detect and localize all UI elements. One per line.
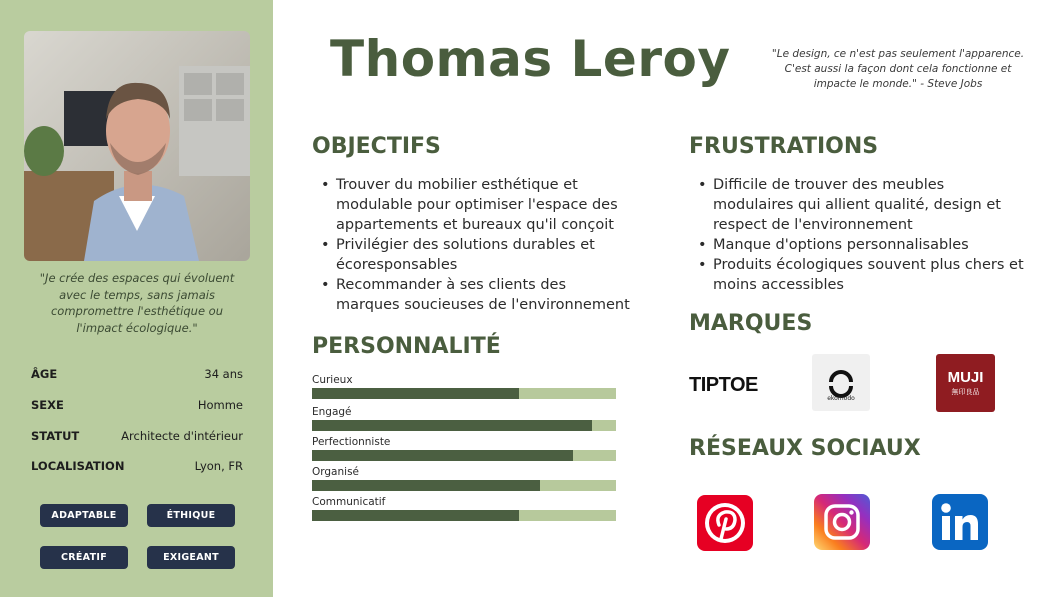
info-label: LOCALISATION	[31, 459, 125, 473]
info-value: Lyon, FR	[194, 459, 243, 473]
trait-label: Communicatif	[312, 496, 386, 508]
linkedin-icon[interactable]	[932, 494, 988, 550]
brand-subtitle: 無印良品	[951, 388, 980, 396]
info-row-age	[31, 367, 243, 385]
info-row-status	[31, 429, 243, 447]
trait-bar-fill	[312, 510, 519, 521]
info-label: ÂGE	[31, 367, 58, 381]
list-item: • Recommander à ses clients des marques soucieuses de l'environnement	[314, 275, 632, 315]
reseaux-title: RÉSEAUX SOCIAUX	[689, 436, 921, 461]
tiptoe-logo	[689, 374, 758, 397]
list-item: • Difficile de trouver des meubles modulaires qui allient qualité, design et respect de l'environnement	[691, 175, 1026, 235]
list-item: • Trouver du mobilier esthétique et modulable pour optimiser l'espace des appartements et bureaux qu'il conçoit	[314, 175, 632, 235]
list-item: • Manque d'options personnalisables	[691, 235, 1026, 255]
personnalite-title: PERSONNALITÉ	[312, 334, 501, 359]
trait-row	[312, 436, 617, 466]
trait-bar-fill	[312, 480, 540, 491]
persona-sidebar	[0, 0, 273, 597]
brand-name: TIPTOE	[689, 374, 758, 396]
muji-logo	[936, 354, 995, 412]
trait-row	[312, 496, 617, 526]
header-quote: "Le design, ce n'est pas seulement l'apparence. C'est aussi la façon dont cela fonctionne et impacte le monde." - Steve Jobs	[771, 48, 1025, 90]
instagram-icon[interactable]	[814, 494, 870, 550]
trait-row	[312, 374, 617, 404]
personal-quote: "Je crée des espaces qui évoluent avec le temps, sans jamais compromettre l'esthétique ou l'impact écologique."	[39, 271, 235, 335]
trait-label: Organisé	[312, 466, 359, 478]
brand-name: ekomodo	[827, 395, 855, 402]
brand-name: MUJI	[947, 369, 984, 386]
pinterest-icon[interactable]	[697, 495, 753, 551]
trait-row	[312, 406, 617, 436]
list-item: • Privilégier des solutions durables et écoresponsables	[314, 235, 632, 275]
trait-row	[312, 466, 617, 496]
trait-label: Engagé	[312, 406, 352, 418]
ekomodo-icon	[812, 360, 870, 400]
tag-adaptable: ADAPTABLE	[40, 504, 128, 527]
frustrations-title: FRUSTRATIONS	[689, 134, 879, 159]
trait-bar-fill	[312, 450, 573, 461]
objectifs-list	[314, 175, 632, 315]
trait-bar-fill	[312, 388, 519, 399]
trait-bar-track	[312, 420, 616, 431]
info-value: Homme	[197, 398, 243, 412]
persona-name: Thomas Leroy	[330, 30, 731, 88]
trait-bar-track	[312, 480, 616, 491]
tag-exigeant: EXIGEANT	[147, 546, 235, 569]
info-value: 34 ans	[204, 367, 243, 381]
profile-photo	[24, 31, 250, 261]
tag-creatif: CRÉATIF	[40, 546, 128, 569]
trait-bar-fill	[312, 420, 592, 431]
marques-title: MARQUES	[689, 311, 813, 336]
trait-bar-track	[312, 388, 616, 399]
tag-ethique: ÉTHIQUE	[147, 504, 235, 527]
trait-bar-track	[312, 450, 616, 461]
info-label: SEXE	[31, 398, 64, 412]
frustrations-list	[691, 175, 1026, 295]
info-label: STATUT	[31, 429, 80, 443]
list-item: • Produits écologiques souvent plus chers et moins accessibles	[691, 255, 1026, 295]
info-row-sex	[31, 398, 243, 416]
info-row-location	[31, 459, 243, 477]
ekomodo-logo	[812, 354, 870, 411]
objectifs-title: OBJECTIFS	[312, 134, 441, 159]
trait-label: Curieux	[312, 374, 353, 386]
trait-bar-track	[312, 510, 616, 521]
trait-label: Perfectionniste	[312, 436, 391, 448]
info-value: Architecte d'intérieur	[121, 429, 243, 443]
